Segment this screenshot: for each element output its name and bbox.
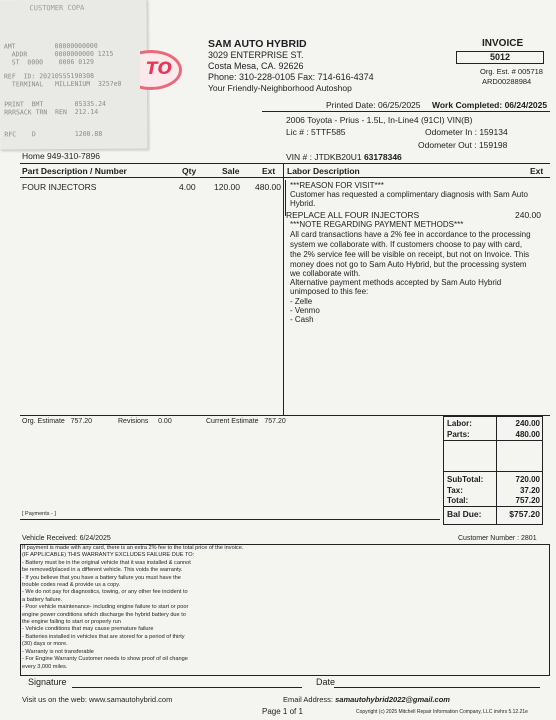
labor-reason-title: ***REASON FOR VISIT*** xyxy=(290,181,384,190)
part-row-desc: FOUR INJECTORS xyxy=(22,182,97,192)
part-row-qty: 4.00 xyxy=(179,182,196,192)
subtotal-label: SubTotal: xyxy=(447,475,484,484)
warranty-line: - Poor vehicle maintenance- including engine failure to start or poor xyxy=(22,604,189,611)
labor-note-line: the 2% service fee will be visible on receipt, but not on Invoice. This xyxy=(290,250,530,259)
stub-line: REF ID: 20210555190308 xyxy=(3,71,95,81)
warranty-line: a battery failure. xyxy=(22,596,63,603)
warranty-line: the engine failing to start or properly run xyxy=(22,619,121,626)
invoice-title: INVOICE xyxy=(482,38,524,49)
balance-due: $757.20 xyxy=(509,509,540,519)
ext-header: Ext xyxy=(262,166,276,176)
stub-line: RFC D 1200.88 xyxy=(4,129,103,139)
odometer-in: Odometer In : 159134 xyxy=(425,127,508,137)
ard-number: ARD00288984 xyxy=(482,77,532,86)
logo-text: TO xyxy=(146,59,173,79)
stub-line: ST 0000 0006 0129 xyxy=(3,57,94,67)
customer-number: Customer Number : 2801 xyxy=(458,535,537,542)
balance-due-label: Bal Due: xyxy=(447,509,482,519)
shop-street: 3029 ENTERPRISE ST. xyxy=(208,50,304,60)
labor-note-line: Alternative payment methods accepted by Sam Auto Hybrid xyxy=(290,278,502,287)
stub-line: PRINT BMT 05335.24 xyxy=(4,99,106,109)
warranty-line: (IF APPLICABLE) THIS WARRANTY EXCLUDES FAILURE DUE TO: xyxy=(22,552,195,559)
table-top-rule xyxy=(20,163,550,164)
warranty-line: - Battery must be in the original vehicle that it was installed & cannot xyxy=(22,559,191,566)
labor-note-line: All card transactions have a 2% fee in accordance to the processing xyxy=(290,230,531,239)
tax: 37.20 xyxy=(519,486,540,495)
labor-item-ext: 240.00 xyxy=(515,210,541,220)
labor-note-line: - Zelle xyxy=(290,297,313,306)
totals-rule xyxy=(443,506,543,507)
date-label: Date xyxy=(316,677,336,687)
license-plate: Lic # : 5TTF585 xyxy=(286,127,346,137)
warranty-line: - We do not pay for diagnostics, towing, or any other fee incident to xyxy=(22,589,188,596)
labor-total-label: Labor: xyxy=(447,419,472,428)
labor-note-line: system we collaborate with. If customers choose to pay with card, xyxy=(290,240,523,249)
qty-header: Qty xyxy=(182,166,197,176)
part-row-sale: 120.00 xyxy=(214,182,240,192)
tax-label: Tax: xyxy=(447,486,463,495)
odometer-out: Odometer Out : 159198 xyxy=(418,140,508,150)
warranty-line: trouble codes read & provide us a copy. xyxy=(22,582,121,589)
stub-title: CUSTOMER COPA xyxy=(29,3,85,13)
date-line[interactable] xyxy=(334,687,540,688)
stub-line: AMT 00000000000 xyxy=(3,41,98,51)
parts-total: 480.00 xyxy=(515,430,540,439)
parts-desc-header: Part Description / Number xyxy=(22,166,127,176)
org-estimate-number: Org. Est. # 005718 xyxy=(480,67,543,76)
warranty-line: - Warranty is not transferable xyxy=(22,648,94,655)
vin xyxy=(286,152,402,162)
warranty-text xyxy=(22,545,278,671)
work-completed-date: Work Completed: 06/24/2025 xyxy=(432,100,548,110)
email-link[interactable]: samautohybrid2022@gmail.com xyxy=(335,695,450,704)
labor-note-line: - Cash xyxy=(290,315,314,324)
labor-total: 240.00 xyxy=(515,419,540,428)
warranty-line: engine power conditions which discharge the hybrid battery due to xyxy=(22,611,186,618)
header-rule xyxy=(262,111,550,112)
customer-home-phone: Home 949-310-7896 xyxy=(22,151,100,161)
warranty-line: be removed/placed in a different vehicle. This voids the warranty. xyxy=(22,567,183,574)
receipt-stub xyxy=(0,0,149,151)
shop-name: SAM AUTO HYBRID xyxy=(208,38,307,50)
stub-line: ADDR 0000000000 1215 xyxy=(3,49,114,59)
signature-label: Signature xyxy=(28,677,67,687)
copyright: Copyright (c) 2025 Mitchell Repair Information Company, LLC invhrs 5.12.21e xyxy=(356,709,528,715)
part-row-ext: 480.00 xyxy=(255,182,281,192)
revisions: Revisions 0.00 xyxy=(118,418,172,425)
sale-header: Sale xyxy=(222,166,240,176)
total-label: Total: xyxy=(447,496,469,505)
invoice-number: 5012 xyxy=(456,51,544,64)
payments-rule xyxy=(20,519,440,520)
shop-phone: Phone: 310-228-0105 Fax: 714-616-4374 xyxy=(208,72,374,82)
warranty-line: If payment is made with any card, there is an extra 2% fee to the total price of the invoice. xyxy=(22,545,244,551)
signature-line[interactable] xyxy=(72,687,302,688)
labor-reason-line: Customer has requested a complimentary diagnosis with Sam Auto xyxy=(290,190,528,199)
subtotal: 720.00 xyxy=(515,475,540,484)
labor-note-line: we collaborate with. xyxy=(290,269,361,278)
page-number: Page 1 of 1 xyxy=(262,707,303,716)
shop-logo xyxy=(140,46,190,96)
labor-item-desc: REPLACE ALL FOUR INJECTORS xyxy=(286,210,420,220)
warranty-line: - For Engine Warranty Customer needs to show proof of oil change xyxy=(22,656,188,663)
table-header-rule xyxy=(20,177,550,178)
email-label: Email Address: xyxy=(283,695,336,704)
totals-rule xyxy=(443,440,543,441)
shop-tagline: Your Friendly-Neighborhood Autoshop xyxy=(208,83,352,93)
stub-line: RRRSACK TRN REN 212.14 xyxy=(4,107,99,117)
parts-total-label: Parts: xyxy=(447,430,470,439)
website-text: Visit us on the web: www.samautohybrid.com xyxy=(22,695,173,704)
totals-rule xyxy=(443,471,543,472)
labor-note-title: ***NOTE REGARDING PAYMENT METHODS*** xyxy=(290,220,464,229)
warranty-line: (30) days or more. xyxy=(22,641,68,648)
labor-desc-header: Labor Description xyxy=(287,166,360,176)
vehicle-received: Vehicle Received: 6/24/2025 xyxy=(22,535,111,542)
vin-bold: 63178346 xyxy=(363,152,402,162)
stub-line: TERMINAL MILLENIUM 3257e0 xyxy=(4,79,122,89)
warranty-line: every 3,000 miles. xyxy=(22,663,68,670)
warranty-line: - Vehicle conditions that may cause premature failure xyxy=(22,626,154,633)
warranty-line: - If you believe that you have a battery failure you must have the xyxy=(22,574,181,581)
shop-city: Costa Mesa, CA. 92626 xyxy=(208,61,304,71)
labor-note-line: unimposed to this fee: xyxy=(290,287,369,296)
vin-prefix: VIN # : JTDKB20U1 xyxy=(286,152,364,162)
payments-label: [ Payments - ] xyxy=(22,511,56,517)
current-estimate: Current Estimate 757.20 xyxy=(206,418,286,425)
warranty-line: - Batteries installed in vehicles that are stored for a period of thirty xyxy=(22,633,185,640)
labor-note-line: - Venmo xyxy=(290,306,320,315)
labor-note-line: money does not go to Sam Auto Hybrid, but the processing system xyxy=(290,260,527,269)
vehicle-description: 2006 Toyota - Prius - 1.5L, In-Line4 (91CI) VIN(B) xyxy=(286,115,473,125)
labor-reason-line: Hybrid. xyxy=(290,199,316,208)
org-estimate: Org. Estimate 757.20 xyxy=(22,418,93,425)
total: 757.20 xyxy=(515,496,540,505)
email-row xyxy=(283,695,450,704)
printed-date: Printed Date: 06/25/2025 xyxy=(326,100,421,110)
labor-ext-header: Ext xyxy=(530,166,544,176)
